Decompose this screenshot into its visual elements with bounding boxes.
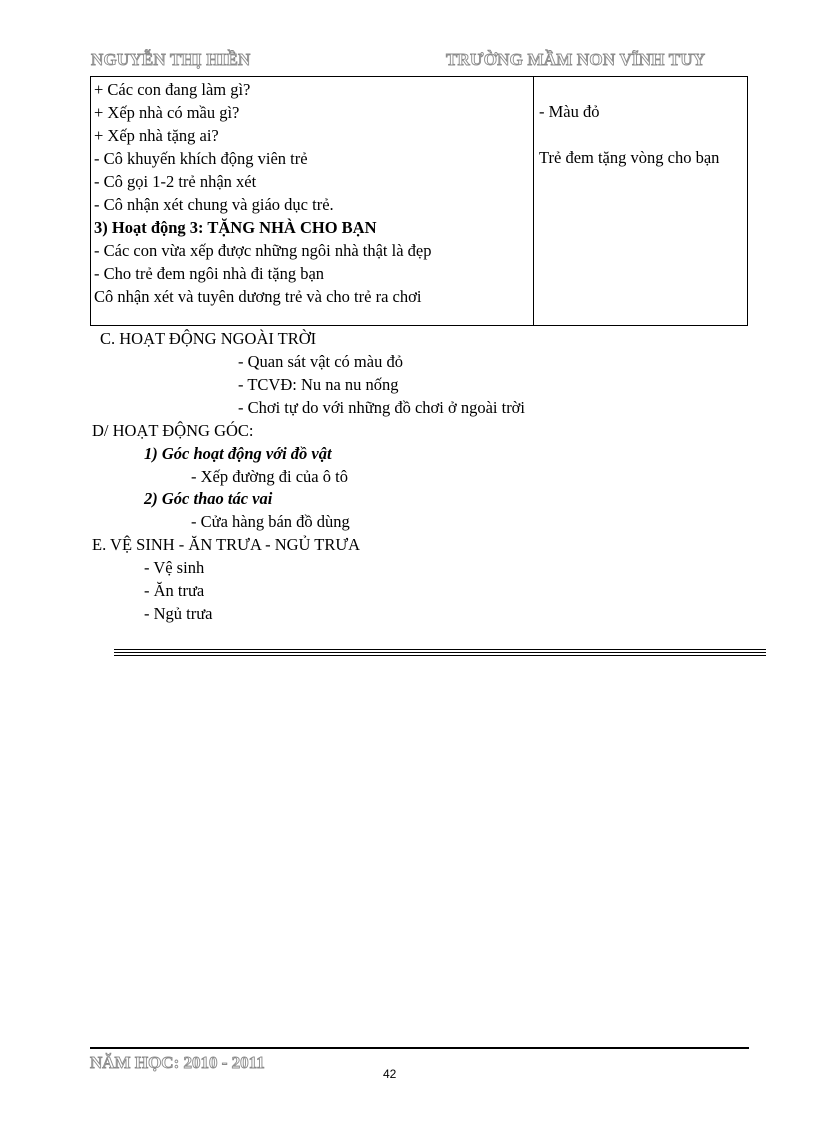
table-line: + Xếp nhà có mầu gì? xyxy=(94,103,240,122)
separator-rule xyxy=(114,649,766,650)
separator-rule xyxy=(114,652,766,653)
corner-heading: D/ HOẠT ĐỘNG GÓC: xyxy=(92,421,254,440)
table-line: - Cô khuyến khích động viên trẻ xyxy=(94,149,308,168)
response-line: Trẻ đem tặng vòng cho bạn xyxy=(539,148,720,167)
table-column-divider xyxy=(533,77,534,325)
outdoor-item: - Chơi tự do với những đồ chơi ở ngoài trời xyxy=(238,398,525,417)
corner-group-title: 2) Góc thao tác vai xyxy=(144,489,273,508)
table-line: - Cô gọi 1-2 trẻ nhận xét xyxy=(94,172,257,191)
outdoor-heading: C. HOẠT ĐỘNG NGOÀI TRỜI xyxy=(100,329,317,348)
hygiene-item: - Ăn trưa xyxy=(144,581,205,600)
footer-rule xyxy=(90,1047,749,1049)
outdoor-item: - Quan sát vật có màu đỏ xyxy=(238,352,403,371)
table-line: + Xếp nhà tặng ai? xyxy=(94,126,219,145)
table-line: - Các con vừa xếp được những ngôi nhà thật là đẹp xyxy=(94,241,432,260)
hygiene-heading: E. VỆ SINH - ĂN TRƯA - NGỦ TRƯA xyxy=(92,535,361,554)
corner-item: - Cửa hàng bán đồ dùng xyxy=(191,512,350,531)
page-number: 42 xyxy=(383,1067,397,1081)
table-line: - Cho trẻ đem ngôi nhà đi tặng bạn xyxy=(94,264,325,283)
activity-table xyxy=(90,76,748,326)
table-line: - Cô nhận xét chung và giáo dục trẻ. xyxy=(94,195,334,214)
header-school: TRƯỜNG MẦM NON VĨNH TUY xyxy=(446,50,706,69)
response-line: - Màu đỏ xyxy=(539,102,600,121)
corner-group-title: 1) Góc hoạt động với đồ vật xyxy=(144,444,332,463)
table-cell-children-response xyxy=(539,100,739,169)
header-author: NGUYỄN THỊ HIỀN xyxy=(91,50,251,69)
table-line: + Các con đang làm gì? xyxy=(94,80,251,99)
hygiene-item: - Ngủ trưa xyxy=(144,604,213,623)
table-line: Cô nhận xét và tuyên dương trẻ và cho trẻ ra chơi xyxy=(94,287,422,306)
footer-school-year: NĂM HỌC: 2010 - 2011 xyxy=(90,1053,265,1072)
outdoor-item: - TCVĐ: Nu na nu nống xyxy=(238,375,399,394)
hygiene-item: - Vệ sinh xyxy=(144,558,205,577)
separator-rule xyxy=(114,655,766,656)
table-cell-activities xyxy=(94,78,530,308)
activity-3-heading: 3) Hoạt động 3: TẶNG NHÀ CHO BẠN xyxy=(94,218,377,237)
corner-item: - Xếp đường đi của ô tô xyxy=(191,467,348,486)
